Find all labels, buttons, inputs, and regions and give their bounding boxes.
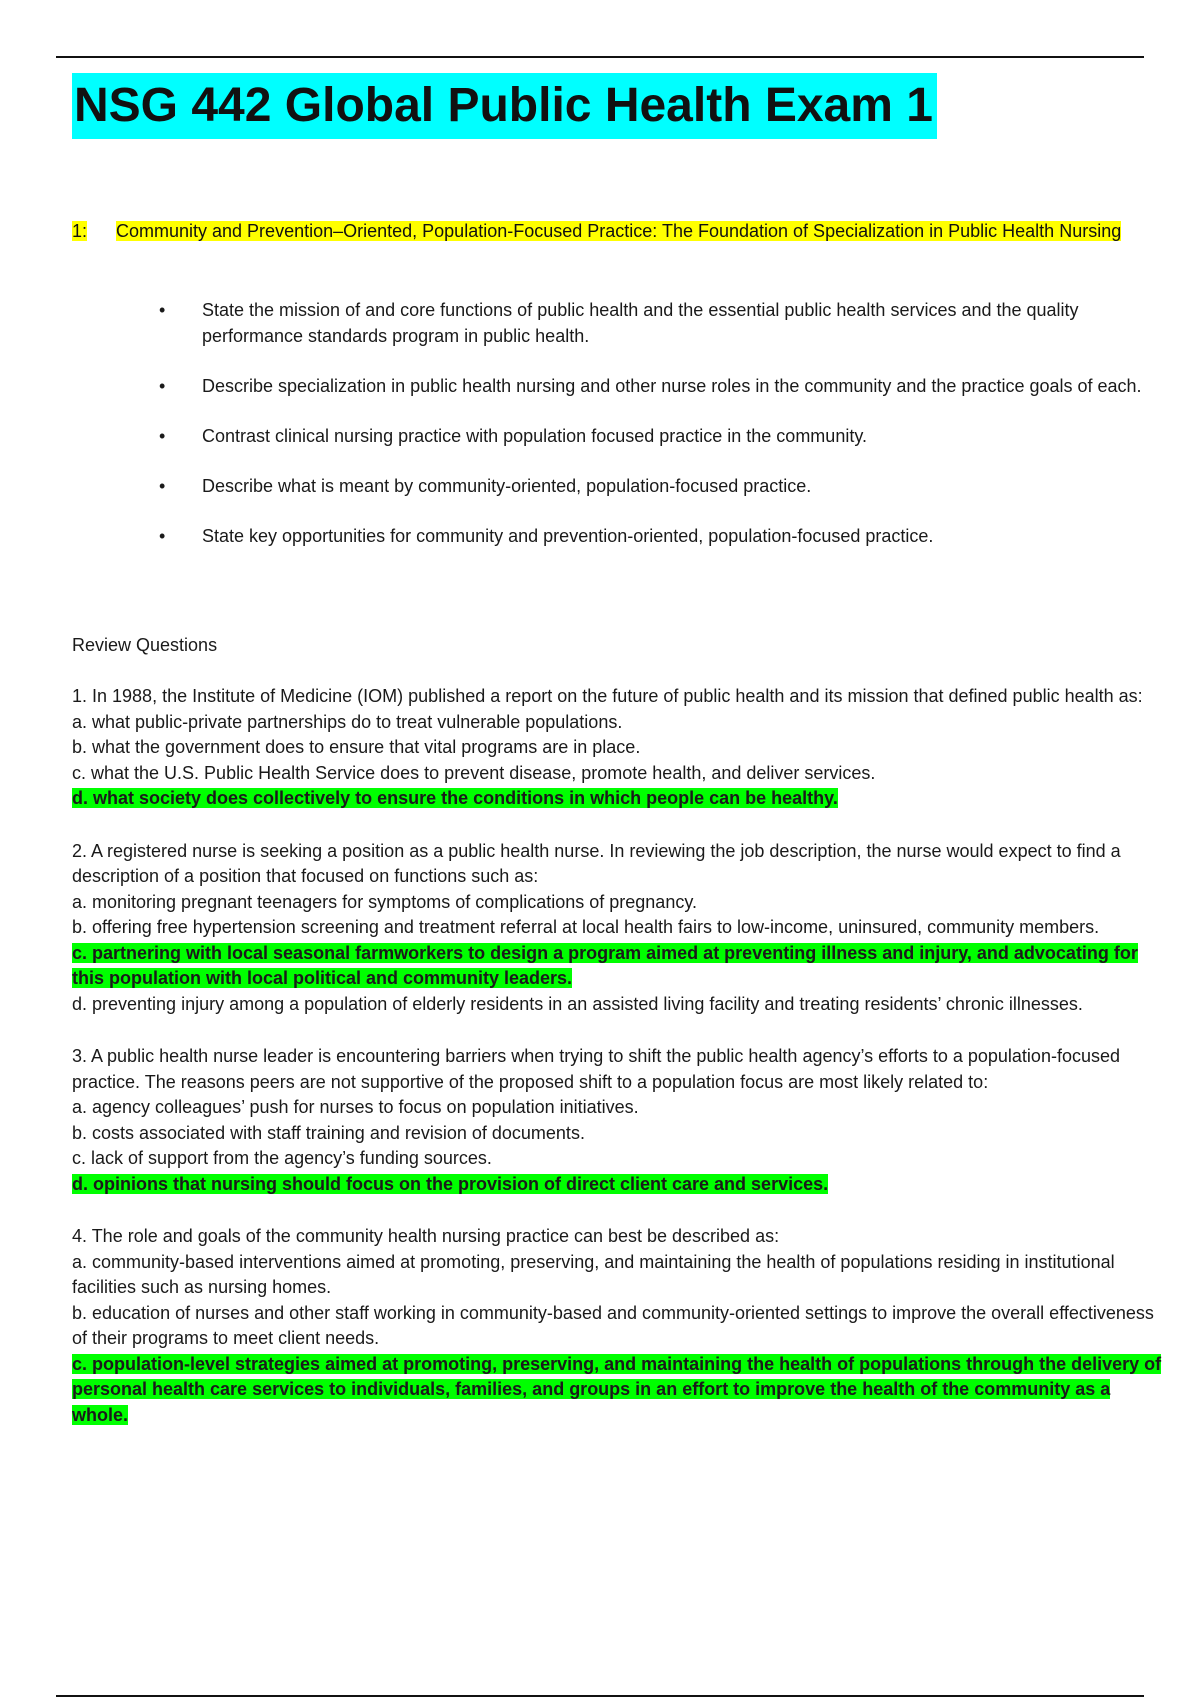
correct-answer-option: c. population-level strategies aimed at promoting, preserving, and maintaining the health of populations through the delivery of personal health care services to individuals, families, and groups in an effort to improve the health of the community as a whole. (72, 1353, 1162, 1425)
question-stem: 2. A registered nurse is seeking a position as a public health nurse. In reviewing the job description, the nurse would expect to find a description of a position that focused on functions such as: (72, 840, 1121, 886)
question-2 (72, 839, 1162, 1018)
learning-objectives (150, 297, 1150, 573)
chapter-number: 1: (72, 221, 88, 241)
question-4 (72, 1224, 1162, 1428)
objective-item: • Contrast clinical nursing practice with population focused practice in the community. (150, 423, 1150, 449)
chapter-heading (72, 218, 1124, 244)
answer-option: a. agency colleagues’ push for nurses to focus on population initiatives. (72, 1097, 639, 1117)
answer-option: d. preventing injury among a population of elderly residents in an assisted living facility and treating residents’ chronic illnesses. (72, 993, 1083, 1014)
correct-answer-option: c. partnering with local seasonal farmworkers to design a program aimed at preventing illness and injury, and advocating for this population with local political and community leaders. (72, 942, 1138, 988)
correct-answer-option: d. opinions that nursing should focus on the provision of direct client care and services. (72, 1173, 829, 1194)
bullet-icon: • (159, 376, 166, 396)
bullet-icon: • (159, 476, 166, 496)
chapter-title: Community and Prevention–Oriented, Population-Focused Practice: The Foundation of Specialization in Public Health Nursing (116, 221, 1122, 241)
question-stem: 3. A public health nurse leader is encountering barriers when trying to shift the public health agency’s efforts to a population-focused practice. The reasons peers are not supportive of the proposed shift to a population focus are most likely related to: (72, 1046, 1120, 1092)
answer-option: a. monitoring pregnant teenagers for symptoms of complications of pregnancy. (72, 891, 697, 912)
bottom-rule (56, 1695, 1144, 1697)
answer-option: a. what public-private partnerships do to treat vulnerable populations. (72, 711, 623, 732)
document-title: NSG 442 Global Public Health Exam 1 (72, 73, 937, 139)
question-stem: 4. The role and goals of the community health nursing practice can best be described as: (72, 1226, 780, 1246)
answer-option: b. education of nurses and other staff working in community-based and community-oriented settings to improve the overall effectiveness of their programs to meet client needs. (72, 1302, 1154, 1348)
objective-item: • State the mission of and core functions of public health and the essential public health services and the quality performance standards program in public health. (150, 297, 1150, 349)
answer-option: c. what the U.S. Public Health Service does to prevent disease, promote health, and deliver services. (72, 762, 876, 783)
review-questions-heading: Review Questions (72, 635, 218, 655)
answer-option: b. what the government does to ensure that vital programs are in place. (72, 737, 641, 757)
objective-item: • Describe what is meant by community-oriented, population-focused practice. (150, 473, 1150, 499)
question-1 (72, 684, 1162, 812)
review-questions (72, 684, 1162, 1455)
objective-item: • State key opportunities for community and prevention-oriented, population-focused practice. (150, 523, 1150, 549)
question-stem: 1. In 1988, the Institute of Medicine (IOM) published a report on the future of public health and its mission that defined public health as: (72, 686, 1143, 706)
bullet-icon: • (159, 426, 166, 446)
objective-item: • Describe specialization in public health nursing and other nurse roles in the community and the practice goals of each. (150, 373, 1150, 399)
answer-option: b. offering free hypertension screening and treatment referral at local health fairs to low-income, uninsured, community members. (72, 917, 1100, 937)
answer-option: b. costs associated with staff training and revision of documents. (72, 1122, 585, 1143)
answer-option: c. lack of support from the agency’s funding sources. (72, 1148, 492, 1168)
correct-answer-option: d. what society does collectively to ensure the conditions in which people can be healthy. (72, 788, 838, 808)
answer-option: a. community-based interventions aimed at promoting, preserving, and maintaining the health of populations residing in institutional facilities such as nursing homes. (72, 1251, 1115, 1297)
question-3 (72, 1044, 1162, 1197)
bullet-icon: • (159, 526, 166, 546)
bullet-icon: • (159, 300, 166, 320)
top-rule (56, 56, 1144, 58)
